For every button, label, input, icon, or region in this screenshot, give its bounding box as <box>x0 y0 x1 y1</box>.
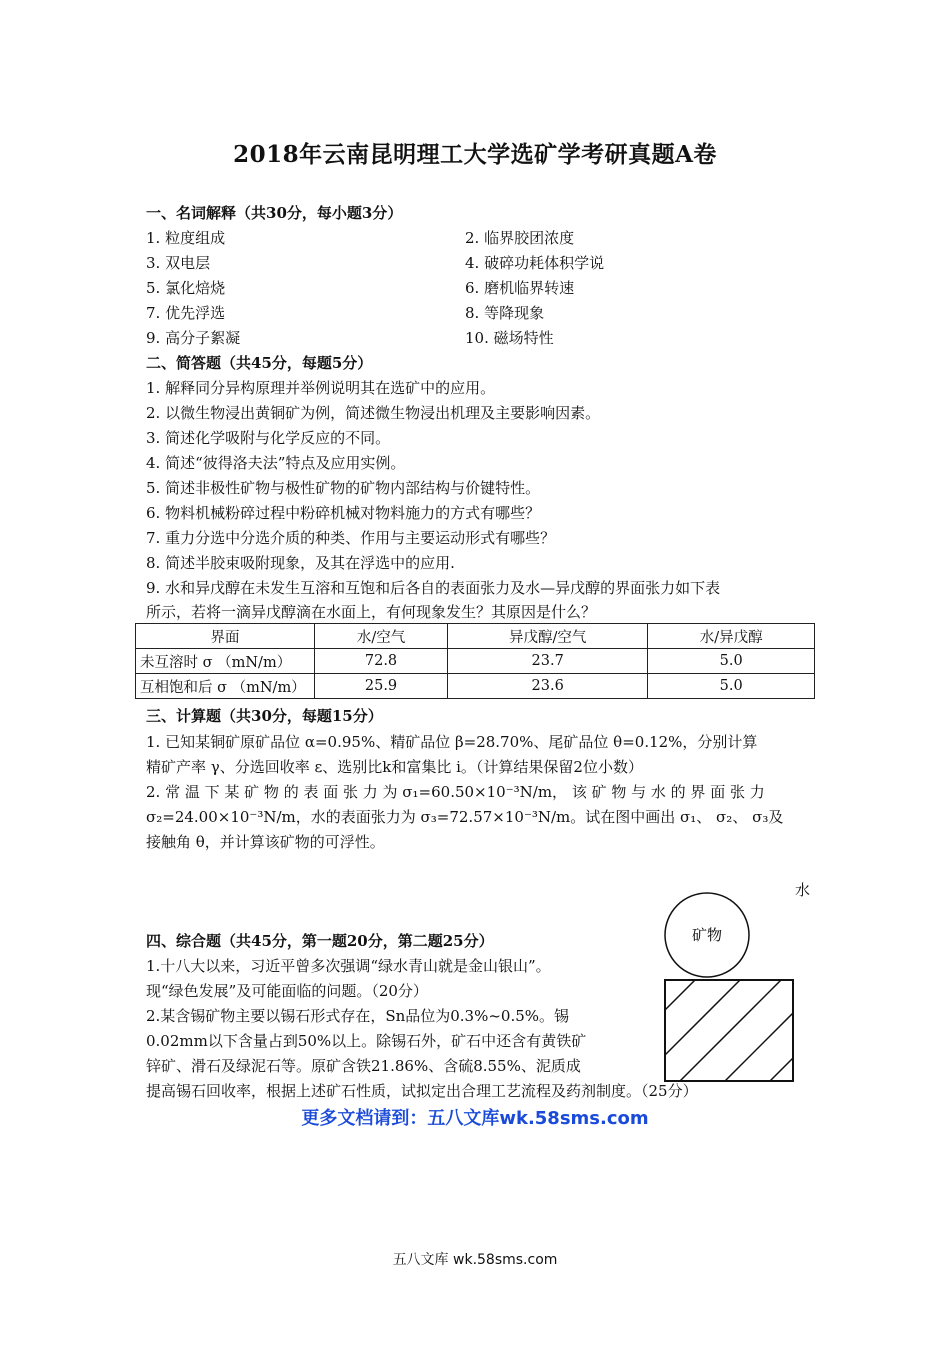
comprehensive-line: 0.02mm以下含量占到50%以上。除锡石外，矿石中还含有黄铁矿 <box>146 1032 587 1050</box>
comprehensive-line: 2.某含锡矿物主要以锡石形式存在，Sn品位为0.3%~0.5%。锡 <box>146 1007 570 1025</box>
table-header: 水/异戊醇 <box>648 624 815 649</box>
term-item: 3. 双电层 <box>146 254 211 272</box>
table-cell: 23.6 <box>448 674 648 699</box>
table-cell: 72.8 <box>315 649 448 674</box>
term-item: 8. 等降现象 <box>465 304 545 322</box>
surface-block <box>665 980 793 1081</box>
comprehensive-line: 提高锡石回收率，根据上述矿石性质，试拟定出合理工艺流程及药剂制度。（25分） <box>146 1082 698 1100</box>
page-title: 2018年云南昆明理工大学选矿学考研真题A卷 <box>233 141 717 168</box>
table-cell: 23.7 <box>448 649 648 674</box>
calc-line: 2. 常 温 下 某 矿 物 的 表 面 张 力 为 σ₁=60.50×10⁻³N/m， 该 矿 物 与 水 的 界 面 张 力 <box>146 783 765 801</box>
table-header: 异戊醇/空气 <box>448 624 648 649</box>
table-row <box>136 674 815 699</box>
term-item: 6. 磨机临界转速 <box>465 279 575 297</box>
contact-angle-diagram <box>650 870 810 1100</box>
table-cell: 互相饱和后 σ （mN/m） <box>136 674 315 699</box>
question-item: 2. 以微生物浸出黄铜矿为例，简述微生物浸出机理及主要影响因素。 <box>146 404 601 422</box>
comprehensive-line: 现“绿色发展”及可能面临的问题。（20分） <box>146 982 428 1000</box>
section4-heading: 四、综合题（共45分，第一题20分，第二题25分） <box>146 932 494 950</box>
section1-heading: 一、名词解释（共30分，每小题3分） <box>146 204 403 222</box>
page-footer: 五八文库 wk.58sms.com <box>392 1252 558 1268</box>
term-item: 4. 破碎功耗体积学说 <box>465 254 605 272</box>
mineral-label: 矿物 <box>691 926 723 944</box>
calc-line: 1. 已知某铜矿原矿品位 α=0.95%、精矿品位 β=28.70%、尾矿品位 θ=0.12%，分别计算 <box>146 733 758 751</box>
term-item: 7. 优先浮选 <box>146 304 226 322</box>
table-cell: 5.0 <box>648 674 815 699</box>
table-row <box>136 649 815 674</box>
calc-line: 接触角 θ，并计算该矿物的可浮性。 <box>146 833 385 851</box>
table-header: 界面 <box>136 624 315 649</box>
term-item: 2. 临界胶团浓度 <box>465 229 575 247</box>
question-item: 6. 物料机械粉碎过程中粉碎机械对物料施力的方式有哪些？ <box>146 504 541 522</box>
table-header: 水/空气 <box>315 624 448 649</box>
section2-heading: 二、简答题（共45分，每题5分） <box>146 354 373 372</box>
term-item: 10. 磁场特性 <box>465 329 554 347</box>
calc-line: σ₂=24.00×10⁻³N/m，水的表面张力为 σ₃=72.57×10⁻³N/m。试在图中画出 σ₁、 σ₂、 σ₃及 <box>146 808 784 826</box>
question-item: 8. 简述半胶束吸附现象，及其在浮选中的应用. <box>146 554 455 572</box>
table-header-row <box>136 624 815 649</box>
hatch-lines <box>665 980 793 1081</box>
table-cell: 5.0 <box>648 649 815 674</box>
table-cell: 25.9 <box>315 674 448 699</box>
calc-line: 精矿产率 γ、分选回收率 ε、选别比k和富集比 i。（计算结果保留2位小数） <box>146 758 643 776</box>
comprehensive-line: 锌矿、滑石及绿泥石等。原矿含铁21.86%、含硫8.55%、泥质成 <box>146 1057 581 1075</box>
question-item: 3. 简述化学吸附与化学反应的不同。 <box>146 429 391 447</box>
comprehensive-line: 1.十八大以来，习近平曾多次强调“绿水青山就是金山银山”。 <box>146 957 551 975</box>
term-item: 1. 粒度组成 <box>146 229 226 247</box>
question-item: 所示，若将一滴异戊醇滴在水面上，有何现象发生？其原因是什么？ <box>146 603 597 621</box>
question-item: 7. 重力分选中分选介质的种类、作用与主要运动形式有哪些？ <box>146 529 556 547</box>
table-cell: 未互溶时 σ （mN/m） <box>136 649 315 674</box>
term-item: 5. 氯化焙烧 <box>146 279 226 297</box>
question-item: 4. 简述“彼得洛夫法”特点及应用实例。 <box>146 454 406 472</box>
surface-tension-table <box>135 623 815 699</box>
water-label: 水 <box>795 881 811 899</box>
question-item: 5. 简述非极性矿物与极性矿物的矿物内部结构与价键特性。 <box>146 479 541 497</box>
section3-heading: 三、计算题（共30分，每题15分） <box>146 707 383 725</box>
question-item: 9. 水和异戊醇在未发生互溶和互饱和后各自的表面张力及水—异戊醇的界面张力如下表 <box>146 579 721 597</box>
promo-link[interactable]: 更多文档请到：五八文库wk.58sms.com <box>301 1108 649 1129</box>
term-item: 9. 高分子絮凝 <box>146 329 241 347</box>
question-item: 1. 解释同分异构原理并举例说明其在选矿中的应用。 <box>146 379 496 397</box>
